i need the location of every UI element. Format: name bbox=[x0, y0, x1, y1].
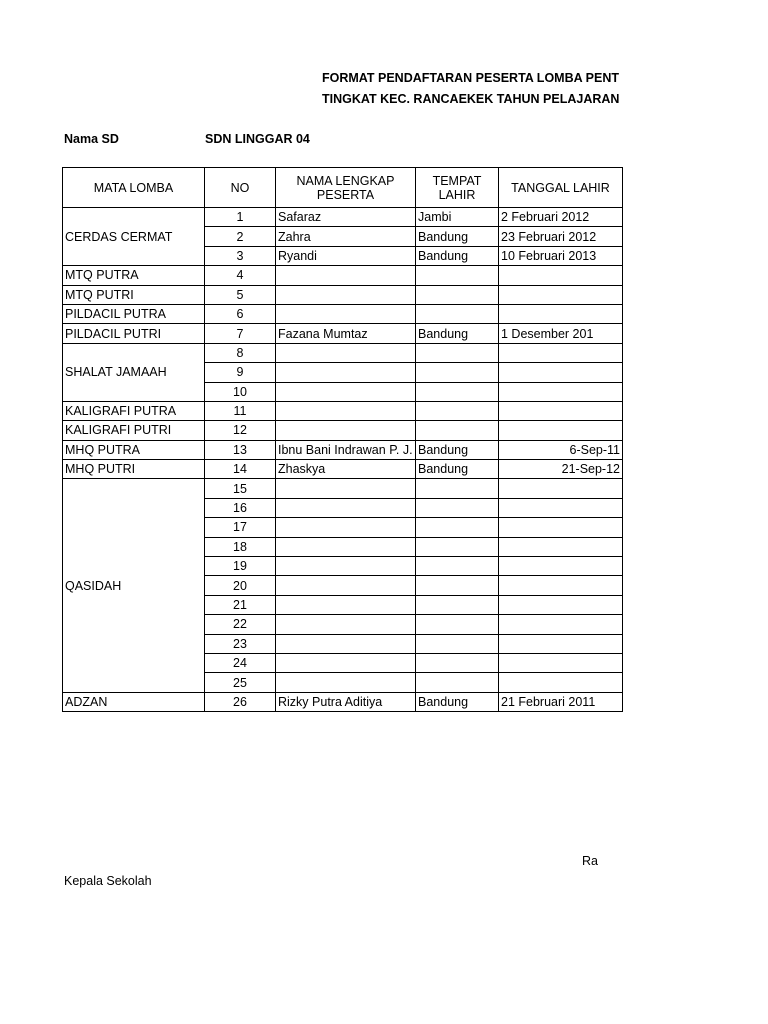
cell-nama bbox=[276, 615, 416, 634]
cell-mata-lomba: MTQ PUTRI bbox=[63, 285, 205, 304]
cell-no: 17 bbox=[205, 518, 276, 537]
cell-tempat-lahir bbox=[416, 285, 499, 304]
cell-tempat-lahir bbox=[416, 363, 499, 382]
cell-no: 14 bbox=[205, 460, 276, 479]
cell-tanggal-lahir bbox=[499, 382, 623, 401]
cell-mata-lomba: KALIGRAFI PUTRI bbox=[63, 421, 205, 440]
cell-tempat-lahir bbox=[416, 304, 499, 323]
col-header-mata-lomba: MATA LOMBA bbox=[63, 168, 205, 208]
footer-place-fragment: Ra bbox=[582, 854, 598, 868]
cell-no: 22 bbox=[205, 615, 276, 634]
document-title-line-2: TINGKAT KEC. RANCAEKEK TAHUN PELAJARAN bbox=[322, 92, 620, 106]
cell-tempat-lahir bbox=[416, 653, 499, 672]
cell-tempat-lahir: Bandung bbox=[416, 227, 499, 246]
table-body bbox=[63, 208, 623, 712]
cell-mata-lomba: QASIDAH bbox=[63, 479, 205, 692]
cell-tanggal-lahir bbox=[499, 363, 623, 382]
school-name-value: SDN LINGGAR 04 bbox=[205, 132, 310, 146]
cell-tempat-lahir bbox=[416, 266, 499, 285]
cell-no: 1 bbox=[205, 208, 276, 227]
cell-no: 12 bbox=[205, 421, 276, 440]
cell-tempat-lahir bbox=[416, 479, 499, 498]
cell-tanggal-lahir: 1 Desember 201 bbox=[499, 324, 623, 343]
cell-no: 11 bbox=[205, 401, 276, 420]
cell-mata-lomba: PILDACIL PUTRI bbox=[63, 324, 205, 343]
cell-tanggal-lahir: 21 Februari 2011 bbox=[499, 692, 623, 711]
cell-nama bbox=[276, 401, 416, 420]
cell-nama bbox=[276, 363, 416, 382]
cell-tempat-lahir bbox=[416, 401, 499, 420]
cell-tanggal-lahir bbox=[499, 576, 623, 595]
cell-no: 15 bbox=[205, 479, 276, 498]
cell-tempat-lahir: Bandung bbox=[416, 460, 499, 479]
cell-no: 21 bbox=[205, 595, 276, 614]
cell-tempat-lahir bbox=[416, 421, 499, 440]
table-row bbox=[63, 460, 623, 479]
cell-no: 5 bbox=[205, 285, 276, 304]
cell-tempat-lahir: Bandung bbox=[416, 692, 499, 711]
cell-no: 6 bbox=[205, 304, 276, 323]
cell-no: 8 bbox=[205, 343, 276, 362]
col-header-nama: NAMA LENGKAP PESERTA bbox=[276, 168, 416, 208]
cell-tanggal-lahir bbox=[499, 673, 623, 692]
cell-tanggal-lahir bbox=[499, 557, 623, 576]
school-name-label: Nama SD bbox=[64, 132, 119, 146]
cell-nama: Zhaskya bbox=[276, 460, 416, 479]
cell-no: 9 bbox=[205, 363, 276, 382]
cell-nama bbox=[276, 653, 416, 672]
table-row bbox=[63, 285, 623, 304]
cell-tempat-lahir bbox=[416, 537, 499, 556]
cell-nama: Zahra bbox=[276, 227, 416, 246]
cell-nama bbox=[276, 537, 416, 556]
cell-nama bbox=[276, 673, 416, 692]
cell-tanggal-lahir: 6-Sep-11 bbox=[499, 440, 623, 459]
cell-tempat-lahir: Bandung bbox=[416, 440, 499, 459]
cell-no: 2 bbox=[205, 227, 276, 246]
table-row bbox=[63, 304, 623, 323]
cell-mata-lomba: MHQ PUTRA bbox=[63, 440, 205, 459]
cell-nama: Fazana Mumtaz bbox=[276, 324, 416, 343]
cell-nama: Ibnu Bani Indrawan P. J. bbox=[276, 440, 416, 459]
cell-tanggal-lahir: 23 Februari 2012 bbox=[499, 227, 623, 246]
footer-signatory: Kepala Sekolah bbox=[64, 874, 152, 888]
cell-nama bbox=[276, 576, 416, 595]
cell-tanggal-lahir bbox=[499, 595, 623, 614]
cell-nama bbox=[276, 557, 416, 576]
cell-mata-lomba: PILDACIL PUTRA bbox=[63, 304, 205, 323]
cell-tanggal-lahir bbox=[499, 304, 623, 323]
cell-nama: Ryandi bbox=[276, 246, 416, 265]
cell-no: 20 bbox=[205, 576, 276, 595]
cell-mata-lomba: CERDAS CERMAT bbox=[63, 208, 205, 266]
cell-tempat-lahir bbox=[416, 343, 499, 362]
cell-tempat-lahir bbox=[416, 615, 499, 634]
table-header-row bbox=[63, 168, 623, 208]
cell-no: 23 bbox=[205, 634, 276, 653]
cell-nama bbox=[276, 266, 416, 285]
table-row bbox=[63, 324, 623, 343]
cell-nama bbox=[276, 421, 416, 440]
cell-nama bbox=[276, 634, 416, 653]
cell-nama bbox=[276, 304, 416, 323]
cell-nama bbox=[276, 382, 416, 401]
table-row bbox=[63, 692, 623, 711]
cell-no: 13 bbox=[205, 440, 276, 459]
table-row bbox=[63, 266, 623, 285]
cell-tanggal-lahir bbox=[499, 615, 623, 634]
table-row bbox=[63, 208, 623, 227]
cell-nama bbox=[276, 343, 416, 362]
col-header-tempat-lahir: TEMPAT LAHIR bbox=[416, 168, 499, 208]
cell-tanggal-lahir bbox=[499, 537, 623, 556]
cell-nama bbox=[276, 595, 416, 614]
cell-tempat-lahir bbox=[416, 576, 499, 595]
cell-no: 10 bbox=[205, 382, 276, 401]
cell-tempat-lahir bbox=[416, 595, 499, 614]
table-row bbox=[63, 343, 623, 362]
cell-no: 4 bbox=[205, 266, 276, 285]
cell-tanggal-lahir: 2 Februari 2012 bbox=[499, 208, 623, 227]
cell-tanggal-lahir bbox=[499, 653, 623, 672]
table-row bbox=[63, 479, 623, 498]
cell-mata-lomba: KALIGRAFI PUTRA bbox=[63, 401, 205, 420]
cell-tanggal-lahir bbox=[499, 266, 623, 285]
document-title-line-1: FORMAT PENDAFTARAN PESERTA LOMBA PENT bbox=[322, 71, 619, 85]
cell-tempat-lahir bbox=[416, 498, 499, 517]
table-row bbox=[63, 421, 623, 440]
cell-no: 18 bbox=[205, 537, 276, 556]
cell-tanggal-lahir bbox=[499, 285, 623, 304]
cell-mata-lomba: SHALAT JAMAAH bbox=[63, 343, 205, 401]
table-row bbox=[63, 440, 623, 459]
cell-nama bbox=[276, 518, 416, 537]
cell-tempat-lahir: Jambi bbox=[416, 208, 499, 227]
cell-tempat-lahir bbox=[416, 673, 499, 692]
cell-nama: Rizky Putra Aditiya bbox=[276, 692, 416, 711]
cell-mata-lomba: ADZAN bbox=[63, 692, 205, 711]
cell-no: 24 bbox=[205, 653, 276, 672]
cell-tempat-lahir bbox=[416, 518, 499, 537]
cell-tanggal-lahir bbox=[499, 421, 623, 440]
cell-no: 16 bbox=[205, 498, 276, 517]
cell-mata-lomba: MTQ PUTRA bbox=[63, 266, 205, 285]
cell-tempat-lahir: Bandung bbox=[416, 246, 499, 265]
cell-no: 26 bbox=[205, 692, 276, 711]
cell-tempat-lahir bbox=[416, 557, 499, 576]
cell-tanggal-lahir bbox=[499, 401, 623, 420]
cell-no: 7 bbox=[205, 324, 276, 343]
cell-tanggal-lahir bbox=[499, 634, 623, 653]
cell-tanggal-lahir: 10 Februari 2013 bbox=[499, 246, 623, 265]
cell-nama bbox=[276, 498, 416, 517]
cell-no: 19 bbox=[205, 557, 276, 576]
cell-no: 25 bbox=[205, 673, 276, 692]
cell-tanggal-lahir: 21-Sep-12 bbox=[499, 460, 623, 479]
cell-tempat-lahir: Bandung bbox=[416, 324, 499, 343]
cell-mata-lomba: MHQ PUTRI bbox=[63, 460, 205, 479]
col-header-no: NO bbox=[205, 168, 276, 208]
cell-tanggal-lahir bbox=[499, 498, 623, 517]
cell-tempat-lahir bbox=[416, 382, 499, 401]
cell-tanggal-lahir bbox=[499, 518, 623, 537]
registration-table bbox=[62, 167, 623, 712]
cell-nama bbox=[276, 285, 416, 304]
cell-tanggal-lahir bbox=[499, 479, 623, 498]
table-row bbox=[63, 401, 623, 420]
cell-tempat-lahir bbox=[416, 634, 499, 653]
cell-no: 3 bbox=[205, 246, 276, 265]
cell-tanggal-lahir bbox=[499, 343, 623, 362]
col-header-tanggal-lahir: TANGGAL LAHIR bbox=[499, 168, 623, 208]
cell-nama bbox=[276, 479, 416, 498]
cell-nama: Safaraz bbox=[276, 208, 416, 227]
